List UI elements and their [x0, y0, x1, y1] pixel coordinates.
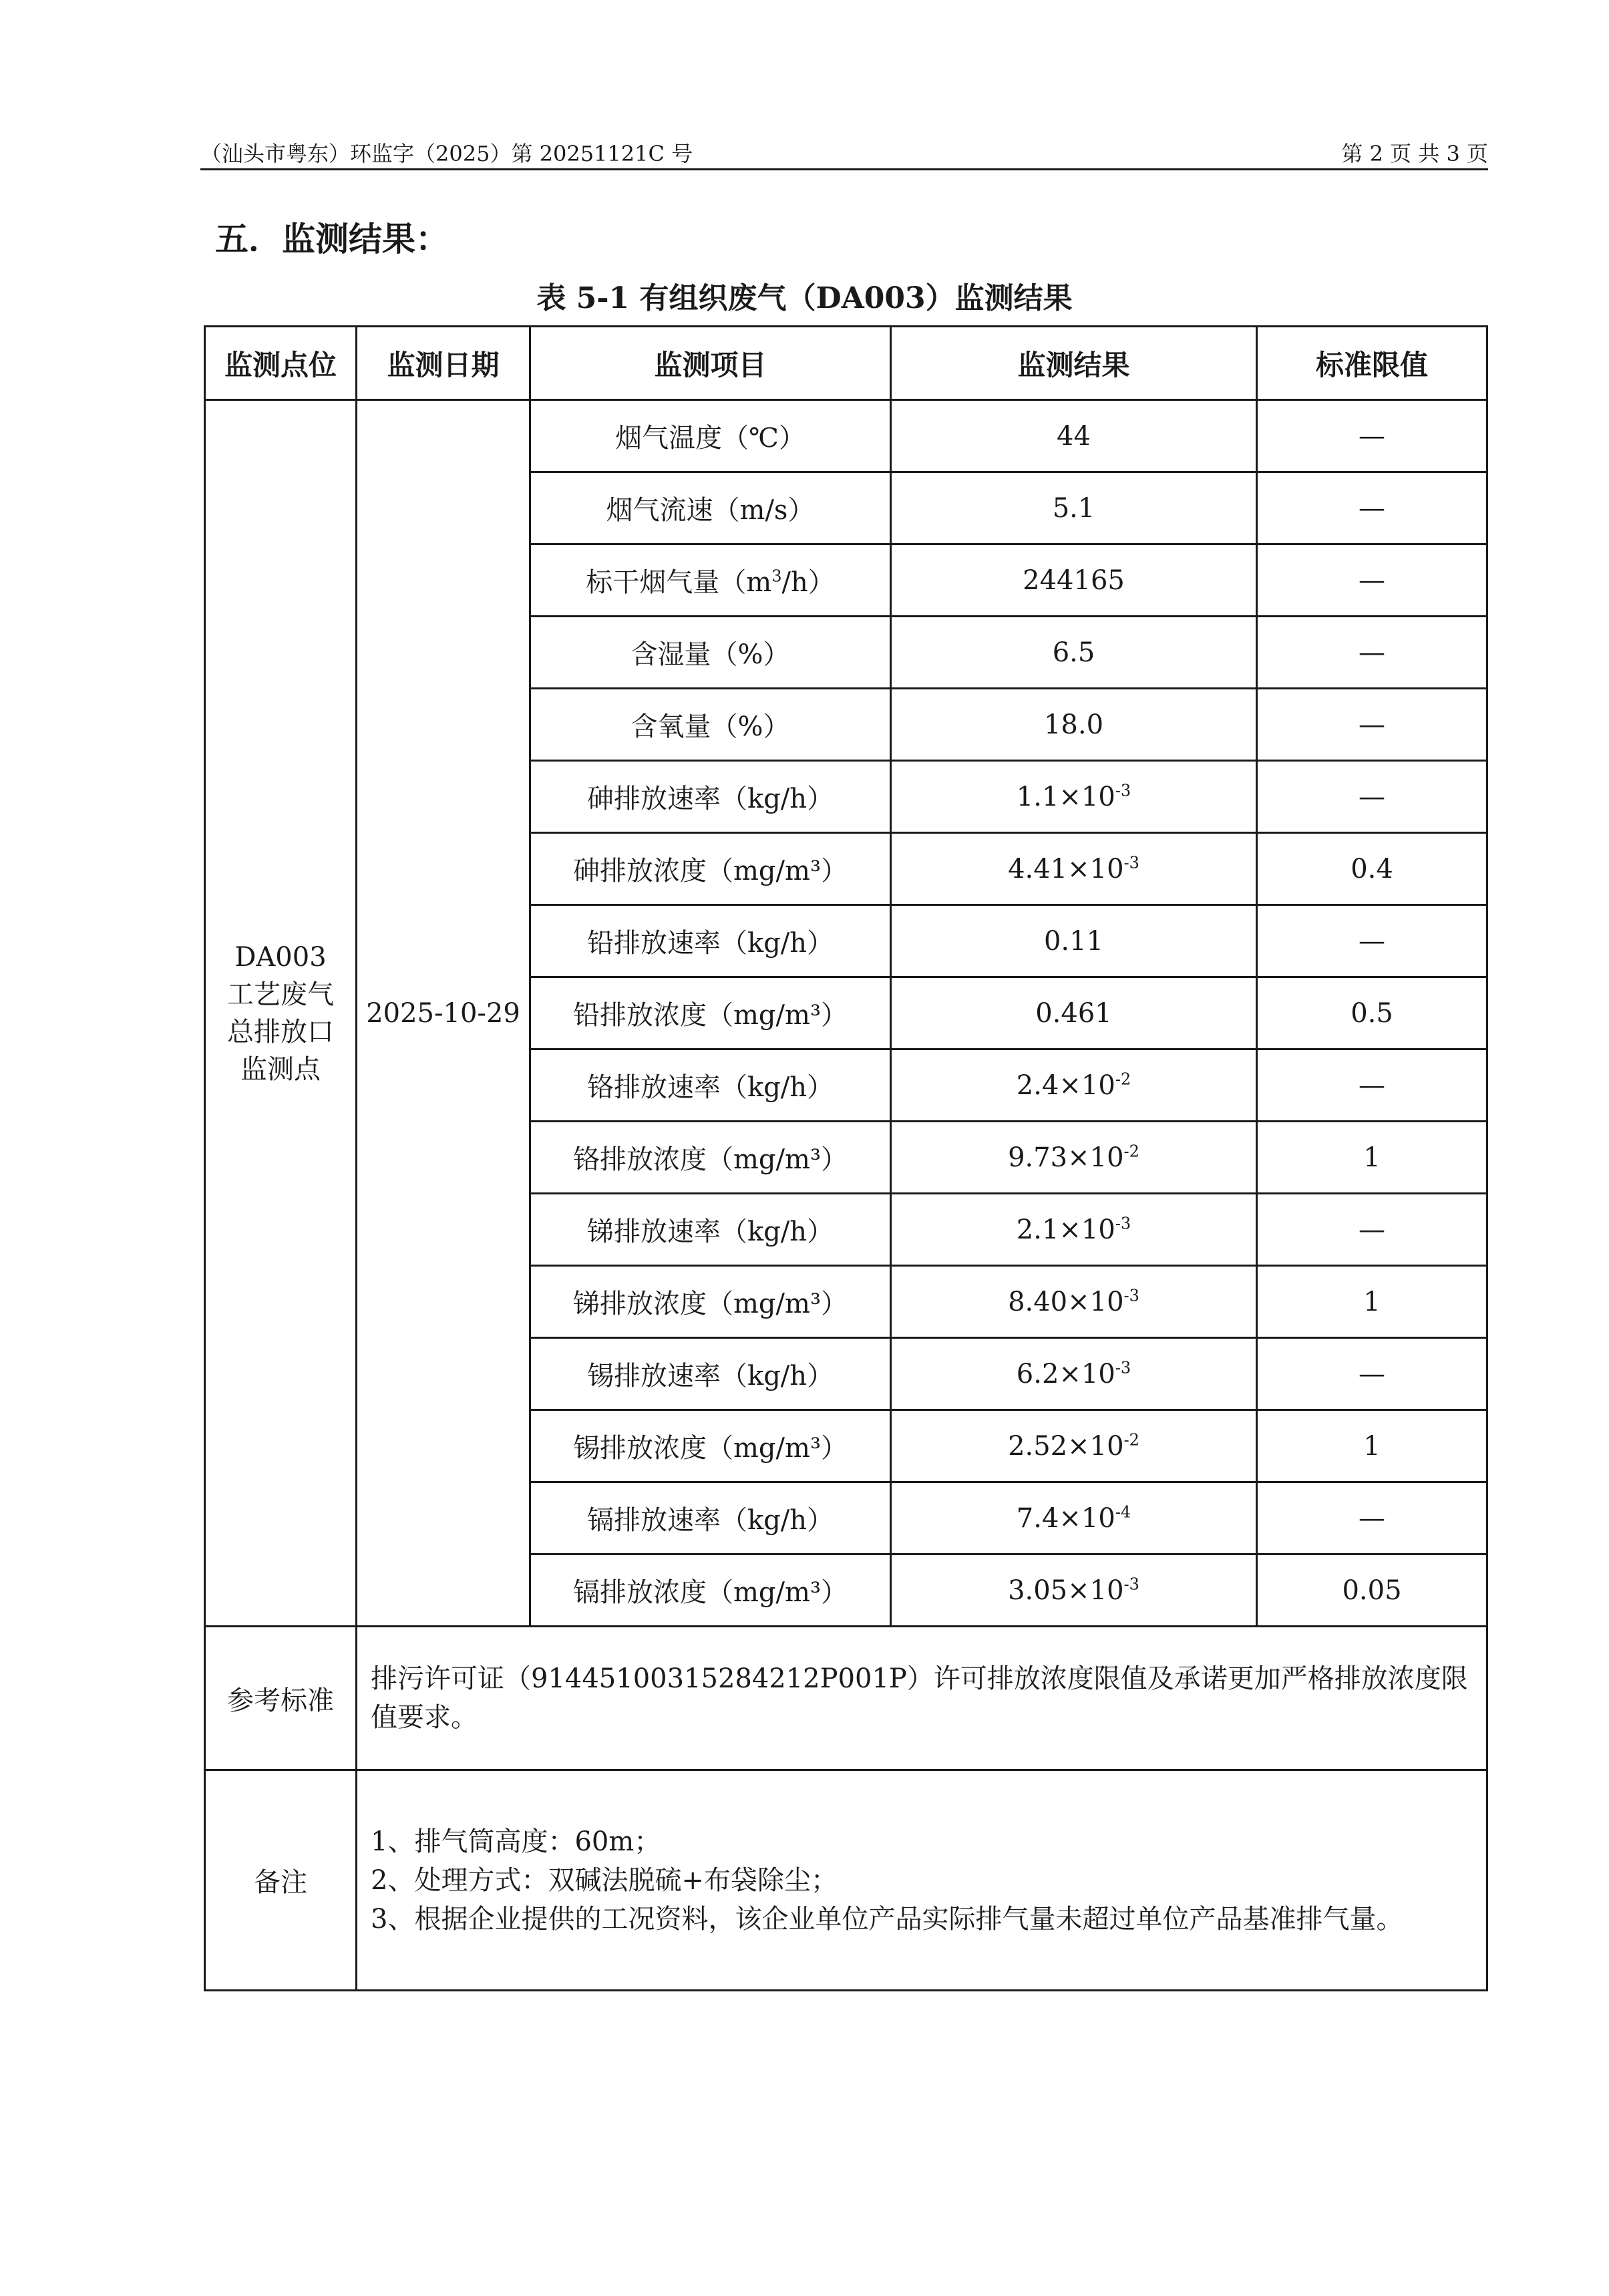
table-title: 表 5-1 有组织废气（DA003）监测结果 [536, 281, 1073, 315]
notes-row [205, 1770, 1487, 1991]
item-cell: 锡排放速率（kg/h） [530, 1338, 891, 1410]
date-cell: 2025-10-29 [357, 400, 530, 1627]
result-exponent: -3 [1115, 1214, 1131, 1233]
result-cell [891, 977, 1257, 1049]
result-base: 0.461 [1035, 997, 1112, 1029]
item-cell: 锑排放浓度（mg/m³） [530, 1266, 891, 1338]
result-exponent: -3 [1123, 853, 1139, 872]
section-title: 五．监测结果： [215, 219, 449, 259]
item-cell: 锡排放浓度（mg/m³） [530, 1410, 891, 1482]
table-row [205, 400, 1487, 472]
result-cell [891, 1049, 1257, 1122]
site-line: DA003 [234, 941, 327, 973]
item-cell: 铬排放速率（kg/h） [530, 1049, 891, 1122]
item-cell: 镉排放浓度（mg/m³） [530, 1554, 891, 1627]
limit-cell: — [1257, 1049, 1487, 1122]
result-base: 7.4×10 [1016, 1502, 1115, 1534]
item-cell: 砷排放速率（kg/h） [530, 761, 891, 833]
reference-text: 排污许可证（91445100315284212P001P）许可排放浓度限值及承诺更加严格排放浓度限值要求。 [357, 1627, 1487, 1770]
result-base: 2.1×10 [1016, 1214, 1115, 1245]
limit-cell: 0.5 [1257, 977, 1487, 1049]
page-header [200, 137, 1488, 169]
item-superscript: 3 [771, 566, 782, 586]
site-line: 工艺废气 [227, 979, 334, 1010]
item-text: /h） [781, 567, 835, 598]
item-cell [530, 544, 891, 617]
result-base: 18.0 [1043, 709, 1104, 740]
limit-cell: 0.4 [1257, 833, 1487, 905]
limit-cell: — [1257, 544, 1487, 617]
result-base: 244165 [1023, 564, 1125, 596]
item-cell: 锑排放速率（kg/h） [530, 1194, 891, 1266]
item-cell: 含湿量（%） [530, 617, 891, 689]
limit-cell: — [1257, 1482, 1487, 1554]
result-base: 6.5 [1052, 637, 1095, 668]
result-base: 2.4×10 [1016, 1070, 1115, 1101]
result-base: 8.40×10 [1008, 1286, 1124, 1317]
result-cell [891, 905, 1257, 977]
limit-cell: 1 [1257, 1266, 1487, 1338]
item-text: 标干烟气量（m [586, 567, 772, 598]
site-line: 总排放口 [227, 1016, 334, 1047]
result-cell [891, 1554, 1257, 1627]
reference-label: 参考标准 [205, 1627, 357, 1770]
header-row [205, 327, 1487, 400]
limit-cell: — [1257, 1338, 1487, 1410]
item-cell: 铅排放浓度（mg/m³） [530, 977, 891, 1049]
results-table [204, 325, 1488, 1991]
limit-cell: — [1257, 472, 1487, 544]
notes-content [357, 1770, 1487, 1991]
result-base: 9.73×10 [1008, 1142, 1124, 1173]
result-exponent: -3 [1123, 1575, 1139, 1594]
item-cell: 铅排放速率（kg/h） [530, 905, 891, 977]
result-cell [891, 1122, 1257, 1194]
limit-cell: — [1257, 905, 1487, 977]
document-number: （汕头市粤东）环监字（2025）第 20251121C 号 [200, 141, 693, 166]
result-exponent: -3 [1115, 1358, 1131, 1377]
item-cell: 镉排放速率（kg/h） [530, 1482, 891, 1554]
result-cell [891, 689, 1257, 761]
result-cell [891, 761, 1257, 833]
column-header: 监测结果 [891, 327, 1257, 400]
item-cell: 砷排放浓度（mg/m³） [530, 833, 891, 905]
limit-cell: — [1257, 1194, 1487, 1266]
result-cell [891, 400, 1257, 472]
item-cell: 含氧量（%） [530, 689, 891, 761]
result-base: 6.2×10 [1016, 1358, 1115, 1389]
result-cell [891, 1338, 1257, 1410]
column-header: 监测日期 [357, 327, 530, 400]
site-line: 监测点 [240, 1053, 321, 1085]
limit-cell: — [1257, 761, 1487, 833]
result-cell [891, 1194, 1257, 1266]
reference-row [205, 1627, 1487, 1770]
note-line: 1、排气筒高度：60m； [371, 1826, 661, 1857]
result-base: 0.11 [1043, 925, 1104, 957]
result-exponent: -4 [1115, 1502, 1131, 1522]
result-exponent: -3 [1123, 1286, 1139, 1305]
limit-cell: — [1257, 689, 1487, 761]
result-cell [891, 833, 1257, 905]
result-cell [891, 544, 1257, 617]
column-header: 监测项目 [530, 327, 891, 400]
result-base: 2.52×10 [1008, 1430, 1124, 1462]
result-exponent: -2 [1123, 1142, 1139, 1161]
limit-cell: — [1257, 617, 1487, 689]
result-cell [891, 472, 1257, 544]
result-cell [891, 1482, 1257, 1554]
item-cell: 烟气流速（m/s） [530, 472, 891, 544]
column-header: 监测点位 [205, 327, 357, 400]
table-body [205, 400, 1487, 1991]
result-cell [891, 617, 1257, 689]
note-line: 2、处理方式：双碱法脱硫+布袋除尘； [371, 1864, 838, 1896]
result-exponent: -3 [1115, 781, 1131, 800]
limit-cell: 0.05 [1257, 1554, 1487, 1627]
column-header: 标准限值 [1257, 327, 1487, 400]
note-line: 3、根据企业提供的工况资料，该企业单位产品实际排气量未超过单位产品基准排气量。 [371, 1903, 1403, 1935]
result-base: 1.1×10 [1016, 781, 1115, 812]
limit-cell: 1 [1257, 1410, 1487, 1482]
site-cell [205, 400, 357, 1627]
result-cell [891, 1266, 1257, 1338]
result-base: 5.1 [1052, 492, 1095, 524]
result-cell [891, 1410, 1257, 1482]
item-cell: 铬排放浓度（mg/m³） [530, 1122, 891, 1194]
result-exponent: -2 [1115, 1070, 1131, 1089]
result-base: 3.05×10 [1008, 1575, 1124, 1606]
limit-cell: — [1257, 400, 1487, 472]
notes-label: 备注 [205, 1770, 357, 1991]
item-cell: 烟气温度（℃） [530, 400, 891, 472]
result-base: 44 [1057, 420, 1091, 452]
result-base: 4.41×10 [1008, 853, 1124, 884]
result-exponent: -2 [1123, 1430, 1139, 1450]
page-info: 第 2 页 共 3 页 [1341, 141, 1488, 166]
header-divider [200, 168, 1488, 170]
limit-cell: 1 [1257, 1122, 1487, 1194]
